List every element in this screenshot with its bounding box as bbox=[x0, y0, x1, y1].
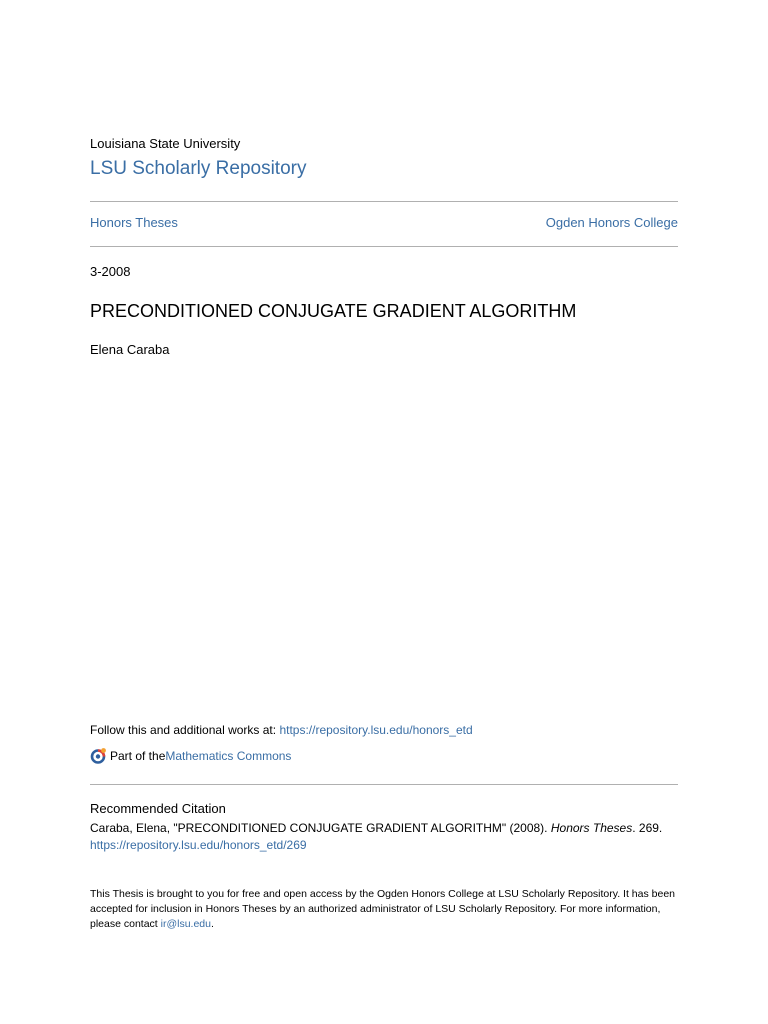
document-title: PRECONDITIONED CONJUGATE GRADIENT ALGORITHM bbox=[90, 301, 577, 321]
contact-email-link[interactable]: ir@lsu.edu bbox=[160, 918, 211, 930]
citation-series: Honors Theses bbox=[550, 821, 633, 835]
mathematics-commons-link[interactable]: Mathematics Commons bbox=[165, 748, 292, 763]
ogden-honors-college-link[interactable]: Ogden Honors College bbox=[545, 215, 678, 230]
access-notice bbox=[90, 887, 678, 932]
citation-suffix: . 269. bbox=[632, 821, 663, 835]
follow-url-link[interactable]: https://repository.lsu.edu/honors_etd bbox=[279, 723, 473, 737]
part-of-label: Part of the bbox=[110, 748, 166, 763]
divider-nav bbox=[90, 246, 678, 247]
university-name: Louisiana State University bbox=[90, 136, 241, 151]
citation-prefix: Caraba, Elena, "PRECONDITIONED CONJUGATE GRADIENT ALGORITHM" (2008). bbox=[90, 821, 551, 835]
honors-theses-link[interactable]: Honors Theses bbox=[90, 215, 178, 230]
notice-text: This Thesis is brought to you for free and open access by the Ogden Honors College at LSU Scholarly Repository. It has been accepted for inclusion in Honors Theses by an authorized administrator of LSU Scholarly Repository. For more information, please contact bbox=[90, 888, 676, 930]
author-name: Elena Caraba bbox=[90, 342, 170, 357]
citation-text bbox=[90, 821, 662, 835]
follow-line bbox=[90, 723, 473, 737]
divider-citation bbox=[90, 784, 678, 785]
follow-label: Follow this and additional works at: bbox=[90, 723, 280, 737]
part-of-line bbox=[90, 747, 291, 764]
repository-link[interactable]: LSU Scholarly Repository bbox=[90, 158, 307, 179]
divider-top bbox=[90, 201, 678, 202]
publication-date: 3-2008 bbox=[90, 264, 131, 279]
notice-end: . bbox=[211, 918, 214, 930]
citation-url-link[interactable]: https://repository.lsu.edu/honors_etd/269 bbox=[90, 838, 307, 852]
recommended-citation-heading: Recommended Citation bbox=[90, 801, 226, 816]
commons-icon bbox=[90, 747, 107, 764]
